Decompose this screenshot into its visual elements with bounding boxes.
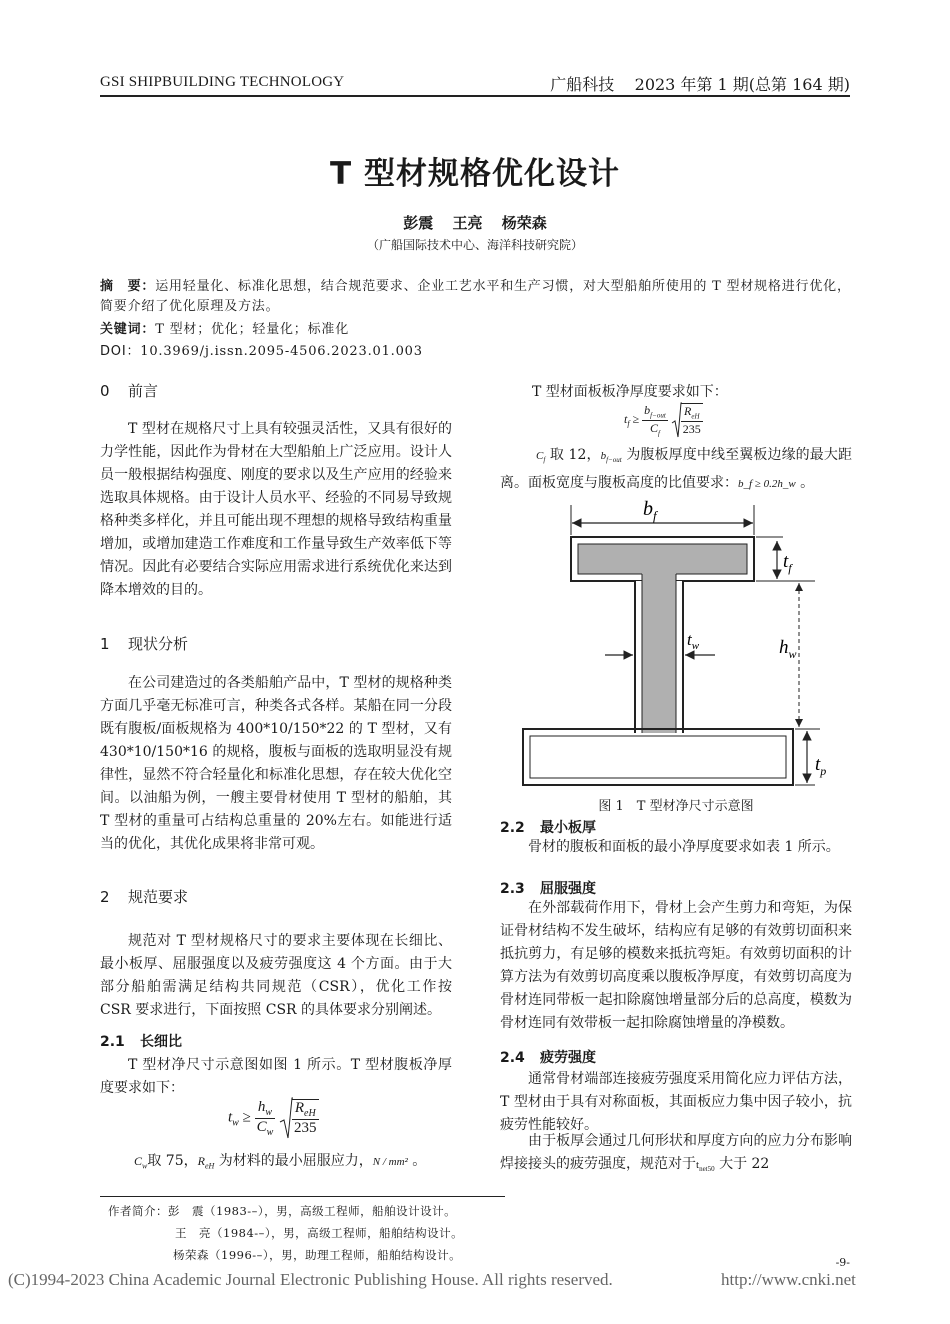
subsection-number: 2.2	[500, 820, 525, 836]
formula-fraction	[255, 1099, 276, 1138]
section-2-1-heading	[100, 1031, 182, 1051]
formula-symbol: C	[650, 420, 659, 435]
formula-subscript: f−out	[650, 411, 666, 420]
label-tw: $t_w$	[687, 630, 700, 652]
formula-subscript: f	[627, 419, 630, 429]
formula-1-explanation	[134, 1150, 474, 1170]
author-list: 彭震 王亮 杨荣森	[403, 214, 547, 232]
subsection-title: 疲劳强度	[540, 1050, 596, 1066]
formula-subscript: w	[142, 1161, 148, 1171]
section-2-4-heading	[500, 1047, 596, 1067]
footnote-author-3: 杨荣森（1996-–），男，助理工程师，船舶结构设计。	[173, 1248, 462, 1262]
section-0-paragraph: T 型材在规格尺寸上具有较强灵活性，又具有很好的力学性能，因此作为骨材在大型船舶上广泛应用。设计人员一般根据结构强度、刚度的要求以及生产应用的经验来选取具体规格。由于设计人员水平、经验的不同易导致规格种类多样化，并且可能出现不理想的规格导致结构重量增加，或增加建造工作难度和工作量导致生产效率低下等情况。因此有必要结合实际应用需求进行系统优化来达到降本增效的目的。	[100, 421, 452, 598]
keywords-text: T 型材；优化；轻量化；标准化	[155, 322, 350, 337]
subsection-number: 2.3	[500, 881, 525, 897]
section-2-paragraph: 规范对 T 型材规格尺寸的要求主要体现在长细比、最小板厚、屈服强度以及疲劳强度这 4 个方面。由于大部分船舶需满足结构共同规范（CSR），优化工作按 CSR 要求进行，下面按照 CSR 的具体要求分别阐述。	[100, 933, 452, 1018]
punctuation: 。	[800, 475, 815, 492]
section-number: 1	[100, 635, 110, 653]
section-2-1-paragraph: T 型材净尺寸示意图如图 1 所示。T 型材腹板净厚度要求如下：	[100, 1057, 452, 1096]
paragraph-text: 大于 22	[719, 1156, 770, 1172]
right-column-intro: T 型材面板板净厚度要求如下：	[532, 384, 728, 400]
formula-subscript: w	[265, 1106, 272, 1118]
section-number: 2	[100, 888, 110, 906]
section-0-heading	[100, 380, 158, 401]
formula-subscript: w	[266, 1126, 274, 1138]
abstract-text: 运用轻量化、标准化思想，结合规范要求、企业工艺水平和生产习惯，对大型船舶所使用的 T 型材规格进行优化，简要介绍了优化原理及方法。	[100, 279, 851, 314]
section-2-3-heading	[500, 878, 596, 898]
formula-subscript: net50	[699, 1165, 715, 1174]
footnote-rule	[100, 1196, 505, 1197]
sqrt-sign-icon	[279, 1096, 293, 1140]
plate-net-section	[530, 736, 786, 778]
section-2-4-paragraph-2	[500, 1130, 852, 1181]
footnote-author-1	[108, 1203, 456, 1219]
section-2-2-heading	[500, 817, 596, 837]
formula-sqrt	[671, 401, 703, 439]
section-2-3-paragraph: 在外部载荷作用下，骨材上会产生剪力和弯矩，为保证骨材结构不发生破坏，结构应有足够的有效剪切面积来抵抗剪力，有足够的模数来抵抗弯矩。有效剪切面积的计算方法为有效剪切高度乘以腹板净厚度，有效剪切高度为骨材连同带板一起扣除腐蚀增量部分后的总高度，模数为骨材连同有效带板一起扣除腐蚀增量的净模数。	[500, 900, 852, 1031]
formula-operator: ≥	[242, 1109, 251, 1126]
doi-label: DOI：	[100, 344, 141, 359]
formula-symbol: C	[536, 450, 544, 462]
explanation-text: 取 75，	[147, 1153, 198, 1169]
formula-symbol: C	[134, 1154, 143, 1168]
subsection-number: 2.1	[100, 1034, 125, 1050]
formula-symbol: t	[228, 1109, 233, 1126]
formula-fraction	[642, 403, 668, 437]
formula-web-thickness	[228, 1096, 319, 1140]
section-2-2-paragraph: 骨材的腹板和面板的最小净厚度要求如表 1 所示。	[528, 839, 840, 855]
formula-subscript: eH	[691, 412, 700, 421]
formula-subscript: f	[658, 428, 660, 437]
formula-number: 235	[294, 1120, 317, 1136]
abstract	[100, 277, 852, 317]
explanation-text: 为腹板厚度中线至翼板边缘的最大距离。面板宽度与腹板高度的比值要求：	[500, 447, 853, 492]
copyright-notice	[8, 1270, 856, 1290]
abstract-label: 摘 要：	[100, 279, 156, 294]
keywords-label: 关键词：	[100, 322, 156, 337]
journal-issue	[550, 72, 850, 95]
formula-2-explanation	[500, 444, 852, 496]
ratio-formula: b_f ≥ 0.2h_w	[738, 478, 796, 491]
header-rule	[100, 95, 850, 97]
section-title: 前言	[128, 382, 159, 400]
journal-name-en: GSI SHIPBUILDING TECHNOLOGY	[100, 74, 345, 90]
punctuation: 。	[412, 1153, 427, 1169]
footnote-text: 彭 震（1983-–），男，高级工程师，船舶设计设计。	[168, 1204, 457, 1218]
doi-value: 10.3969/j.issn.2095-4506.2023.01.003	[140, 344, 423, 359]
section-2-4-paragraph-1: 通常骨材端部连接疲劳强度采用简化应力评估方法，T 型材由于具有对称面板，其面板应力集中因子较小，抗疲劳性能较好。	[500, 1071, 852, 1133]
footnote-author-2: 王 亮（1984-–），男，高级工程师，船舶结构设计。	[175, 1226, 464, 1240]
formula-symbol: h	[257, 1098, 266, 1115]
section-number: 0	[100, 382, 110, 400]
website-link[interactable]: http://www.cnki.net	[721, 1270, 856, 1289]
formula-symbol: b	[600, 450, 607, 462]
formula-subscript: eH	[204, 1161, 215, 1171]
formula-sqrt	[279, 1096, 319, 1140]
copyright-text: (C)1994-2023 China Academic Journal Electronic Publishing House. All rights reserved.	[8, 1270, 613, 1289]
doi	[100, 340, 423, 359]
formula-symbol: b	[644, 403, 651, 418]
formula-operator: ≥	[632, 411, 640, 426]
formula-symbol: R	[197, 1154, 205, 1168]
formula-number: 235	[682, 421, 701, 436]
issue-number: 2023 年第 1 期(总第 164 期)	[634, 75, 850, 94]
keywords	[100, 318, 349, 337]
affiliation: （广船国际技术中心、海洋科技研究院）	[366, 238, 583, 252]
section-2-heading	[100, 886, 188, 907]
formula-subscript: f	[543, 456, 546, 465]
formula-subscript: eH	[304, 1108, 316, 1119]
section-title: 现状分析	[128, 635, 189, 653]
formula-symbol: C	[256, 1118, 267, 1135]
label-bf: $b_f$	[643, 498, 657, 523]
subsection-title: 最小板厚	[540, 820, 596, 836]
formula-symbol: t	[624, 411, 628, 426]
footnote-label: 作者简介：	[108, 1204, 168, 1218]
figure-caption: 图 1 T 型材净尺寸示意图	[598, 799, 754, 814]
subsection-title: 屈服强度	[540, 881, 596, 897]
formula-subscript: w	[232, 1117, 239, 1129]
label-tp: $t_p$	[815, 754, 827, 778]
formula-symbol: R	[684, 404, 692, 419]
formula-subscript: f−out	[606, 456, 622, 465]
web-net-section	[642, 573, 676, 733]
journal-name-cn: 广船科技	[550, 75, 615, 94]
t-profile-figure	[515, 495, 850, 795]
unit: N / mm²	[372, 1156, 408, 1168]
formula-symbol: t	[696, 1159, 700, 1171]
explanation-text: 取 12，	[549, 447, 601, 463]
section-1-heading	[100, 633, 188, 654]
flange-net-section	[578, 544, 747, 574]
label-tf: $t_f$	[783, 551, 792, 575]
subsection-title: 长细比	[140, 1034, 182, 1050]
page-number: -9-	[835, 1256, 850, 1269]
section-1-paragraph: 在公司建造过的各类船舶产品中，T 型材的规格种类方面几乎毫无标准可言，种类各式各样。某船在同一分段既有腹板/面板规格为 400*10/150*22 的 T 型材，又有 430*10/150*16 的规格，腹板与面板的选取明显没有规律性，显然不符合轻量化和标准化思想，存在较大优化空间。以油船为例，一艘主要骨材使用 T 型材的船舶，其 T 型材的重量可占结构总重量的 20%左右。如能进行适当的优化，其优化成果将非常可观。	[100, 675, 452, 852]
explanation-text: 为材料的最小屈服应力，	[218, 1153, 373, 1169]
formula-symbol: R	[294, 1100, 305, 1116]
paragraph-text: 由于板厚会通过几何形状和厚度方向的应力分布影响焊接接头的疲劳强度，规范对于	[500, 1133, 852, 1172]
formula-flange-thickness	[624, 401, 703, 439]
section-title: 规范要求	[128, 888, 189, 906]
subsection-number: 2.4	[500, 1050, 525, 1066]
label-hw: $h_w$	[779, 637, 797, 661]
paper-title: T 型材规格优化设计	[330, 156, 620, 192]
